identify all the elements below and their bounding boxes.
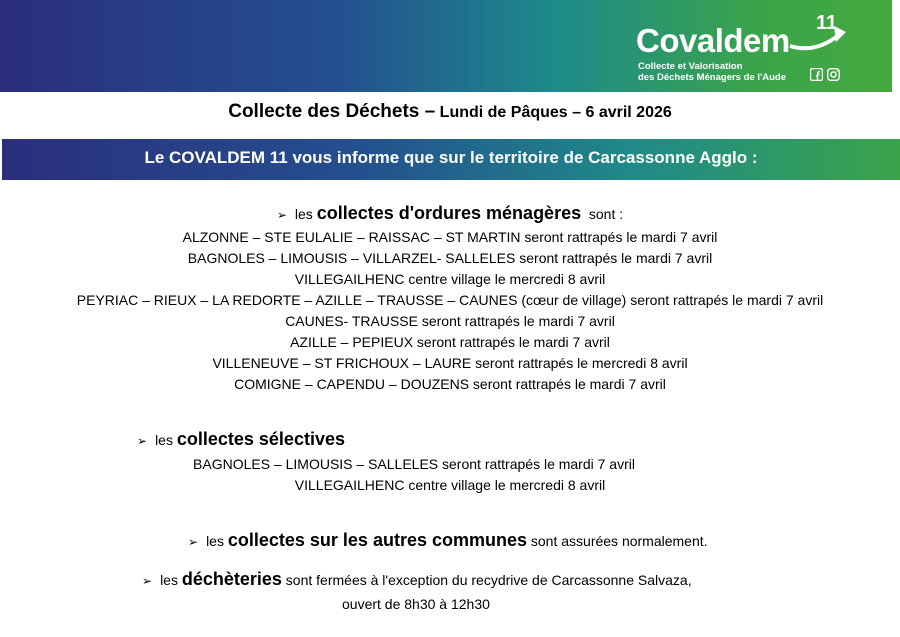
menageres-prefix: les [294, 206, 317, 222]
header-band [0, 0, 892, 92]
covaldem-logo [636, 10, 856, 88]
bullet-arrow-icon: ➢ [142, 574, 153, 588]
logo-subtitle-2: des Déchets Ménagers de l'Aude [638, 72, 786, 83]
menageres-suffix: sont : [581, 206, 624, 222]
autres-prefix: les [206, 533, 228, 549]
menageres-line: VILLEGAILHENC centre village le mercredi 8 avril [294, 271, 606, 287]
decheteries-suffix: sont fermées à l'exception du recydrive de Carcassonne Salvaza, [281, 572, 692, 588]
logo-subtitle-1: Collecte et Valorisation [638, 61, 743, 72]
menageres-line: COMIGNE – CAPENDU – DOUZENS seront rattrapés le mardi 7 avril [234, 376, 666, 392]
selectives-prefix: les [155, 432, 177, 448]
logo-wordmark: Covaldem [636, 22, 790, 59]
autres-row [188, 530, 708, 551]
decheteries-heading: déchèteries [181, 569, 282, 589]
menageres-line: PEYRIAC – RIEUX – LA REDORTE – AZILLE – TRAUSSE – CAUNES (cœur de village) seront rattrapés le mardi 7 avril [76, 292, 824, 308]
bullet-arrow-icon: ➢ [137, 434, 148, 448]
menageres-heading: collectes d'ordures ménagères [316, 203, 582, 223]
instagram-icon[interactable] [827, 68, 840, 81]
decheteries-prefix: les [160, 572, 182, 588]
social-icons [810, 68, 840, 86]
decheteries-row [142, 569, 692, 590]
bullet-arrow-icon: ➢ [276, 208, 287, 222]
menageres-line: BAGNOLES – LIMOUSIS – VILLARZEL- SALLELES seront rattrapés le mardi 7 avril [187, 250, 713, 266]
menageres-heading-row [0, 203, 900, 224]
menageres-line: AZILLE – PEPIEUX seront rattrapés le mardi 7 avril [290, 334, 610, 350]
info-banner: Le COVALDEM 11 vous informe que sur le territoire de Carcassonne Agglo : [2, 139, 900, 180]
autres-suffix: sont assurées normalement. [527, 533, 708, 549]
selectives-line: BAGNOLES – LIMOUSIS – SALLELES seront rattrapés le mardi 7 avril [193, 456, 635, 472]
title-part2: Lundi de Pâques – 6 avril 2026 [435, 104, 672, 121]
decheteries-hours: ouvert de 8h30 à 12h30 [342, 596, 490, 612]
autres-heading: collectes sur les autres communes [227, 530, 527, 550]
menageres-line: ALZONNE – STE EULALIE – RAISSAC – ST MARTIN seront rattrapés le mardi 7 avril [182, 229, 718, 245]
menageres-line: VILLENEUVE – ST FRICHOUX – LAURE seront rattrapés le mercredi 8 avril [212, 355, 688, 371]
selectives-heading-row [137, 429, 345, 450]
selectives-line: VILLEGAILHENC centre village le mercredi 8 avril [294, 477, 606, 493]
logo-number: 11 [816, 12, 838, 34]
menageres-line: CAUNES- TRAUSSE seront rattrapés le mardi 7 avril [285, 313, 615, 329]
facebook-icon[interactable] [810, 68, 823, 81]
title-part1: Collecte des Déchets – [228, 101, 436, 122]
bullet-arrow-icon: ➢ [188, 535, 199, 549]
selectives-heading: collectes sélectives [176, 429, 345, 449]
page-title [0, 101, 900, 123]
